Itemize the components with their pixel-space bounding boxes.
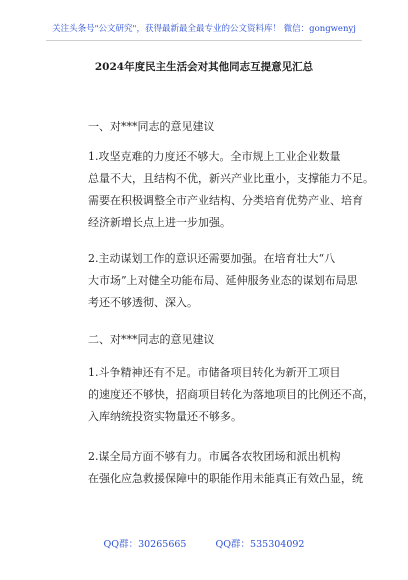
paragraph-1-2 bbox=[88, 248, 358, 314]
section-heading-1: 一、对***同志的意见建议 bbox=[88, 120, 215, 133]
footer-qq-group-1: QQ群：30265665 bbox=[103, 539, 187, 550]
paragraph-line: 1.攻坚克难的力度还不够大。全市规上工业企业数量 bbox=[88, 150, 341, 163]
document-title: 2024年度民主生活会对其他同志互提意见汇总 bbox=[94, 61, 314, 73]
paragraph-1-1 bbox=[88, 146, 374, 234]
paragraph-line: 考还不够透彻、深入。 bbox=[88, 296, 198, 309]
paragraph-line: 的速度还不够快，招商项目转化为落地项目的比例还不高， bbox=[88, 388, 374, 401]
paragraph-line: 入库纳统投资实物量还不够多。 bbox=[88, 410, 242, 423]
footer-qq-group-2: QQ群：535304092 bbox=[215, 539, 305, 550]
paragraph-line: 2.主动谋划工作的意识还需要加强。在培育壮大“八 bbox=[88, 252, 336, 265]
header-promo-note: 关注头条号"公文研究"，获得最新最全最专业的公文资料库！ 微信：gongwenyj bbox=[52, 24, 356, 34]
paragraph-line: 经济新增长点上进一步加强。 bbox=[88, 216, 231, 229]
paragraph-2-1 bbox=[88, 362, 374, 428]
paragraph-2-2 bbox=[88, 446, 363, 490]
paragraph-line: 大市场”上对健全功能布局、延伸服务业态的谋划布局思 bbox=[88, 274, 358, 287]
paragraph-line: 2.谋全局方面不够有力。市属各农牧团场和派出机构 bbox=[88, 450, 341, 463]
paragraph-line: 总量不大，且结构不优，新兴产业比重小，支撑能力不足。 bbox=[88, 172, 374, 185]
section-heading-2: 二、对***同志的意见建议 bbox=[88, 333, 215, 346]
paragraph-line: 在强化应急救援保障中的职能作用未能真正有效凸显，统 bbox=[88, 472, 363, 485]
paragraph-line: 1.斗争精神还有不足。市储备项目转化为新开工项目 bbox=[88, 366, 341, 379]
footer-contact bbox=[0, 536, 408, 550]
paragraph-line: 需要在积极调整全市产业结构、分类培育优势产业、培育 bbox=[88, 194, 363, 207]
header-divider bbox=[46, 40, 362, 41]
